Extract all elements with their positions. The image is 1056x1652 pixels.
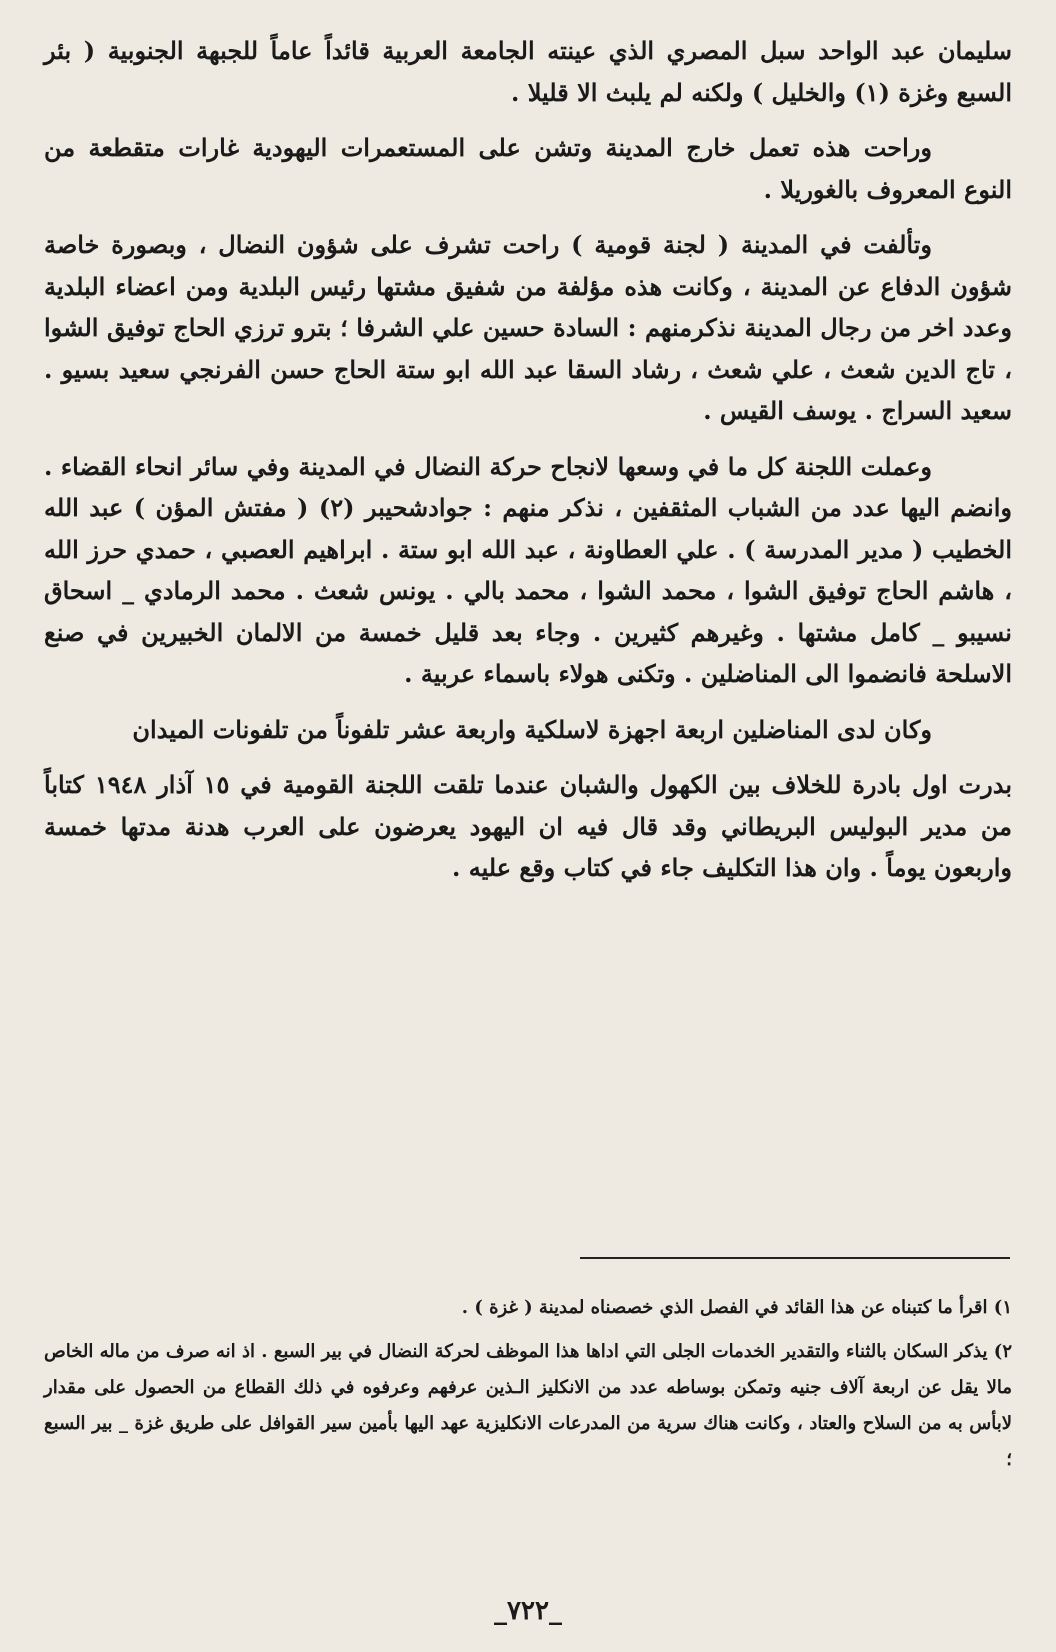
footnote-1: ١) اقرأ ما كتبناه عن هذا القائد في الفصل الذي خصصناه لمدينة ( غزة ) .: [461, 1297, 1012, 1318]
paragraph-4: وعملت اللجنة كل ما في وسعها لانجاح حركة النضال في المدينة وفي سائر انحاء القضاء . وانضم اليها عدد من الشباب المثقفين ، نذكر منهم : جوادشحيبر (٢) ( مفتش المؤن ) عبد الله الخطيب ( مدير المدرسة ) . علي العطاونة ، عبد الله ابو ستة . ابراهيم العصبي ، حمدي حرز الله ، هاشم الحاج توفيق الشوا ، محمد الشوا ، محمد بالي . يونس شعث . محمد الرمادي _ اسحاق نسيبو _ كامل مشتها . وغيرهم كثيرين . وجاء بعد قليل خمسة من الالمان الخبيرين في صنع الاسلحة فانضموا الى المناضلين . وتكنى هولاء باسماء عربية .: [44, 451, 1012, 688]
main-text: [44, 30, 1012, 903]
paragraph-5: وكان لدى المناضلين اربعة اجهزة لاسلكية واربعة عشر تلفوناً من تلفونات الميدان: [132, 714, 932, 744]
footnote-separator: [580, 1257, 1010, 1259]
paragraph-3: وتألفت في المدينة ( لجنة قومية ) راحت تشرف على شؤون النضال ، وبصورة خاصة شؤون الدفاع عن المدينة ، وكانت هذه مؤلفة من شفيق مشتها رئيس البلدية ومن اعضاء البلدية وعدد اخر من رجال المدينة نذكرمنهم : السادة حسين علي الشرفا ؛ بترو ترزي الحاج توفيق الشوا ، تاج الدين شعث ، علي شعث ، رشاد السقا عبد الله ابو ستة الحاج حسن الفرنجي سعيد بسيو . سعيد السراج . يوسف القيس .: [44, 230, 1013, 425]
page-number: _٧٢٢_: [494, 1596, 562, 1626]
footnote-2: ٢) يذكر السكان بالثناء والتقدير الخدمات الجلى التي اداها هذا الموظف لحركة النضال في بير السبع . اذ انه صرف من ماله الخاص مالا يقل عن اربعة آلاف جنيه وتمكن بوساطه عدد من الانكليز الـذين عرفهم وعرفوه في ذلك القطاع من الحصول على مقدار لابأس به من السلاح والعتاد ، وكانت هناك سرية من المدرعات الانكليزية عهد اليها بأمين سير القوافل على طريق غزة _ بير السبع ؛: [44, 1341, 1012, 1470]
footnotes: [44, 1290, 1012, 1486]
paragraph-2: وراحت هذه تعمل خارج المدينة وتشن على المستعمرات اليهودية غارات متقطعة من النوع المعروف بالغوريلا .: [44, 133, 1012, 204]
paragraph-6: بدرت اول بادرة للخلاف بين الكهول والشبان عندما تلقت اللجنة القومية في ١٥ آذار ١٩٤٨ كتاباً من مدير البوليس البريطاني وقد قال فيه ان اليهود يعرضون على العرب هدنة مدتها خمسة واربعون يوماً . وان هذا التكليف جاء في كتاب وقع عليه .: [44, 770, 1012, 882]
paragraph-1: سليمان عبد الواحد سبل المصري الذي عينته الجامعة العربية قائداً عاماً للجبهة الجنوبية ( بئر السبع وغزة (١) والخليل ) ولكنه لم يلبث الا قليلا .: [44, 36, 1012, 107]
